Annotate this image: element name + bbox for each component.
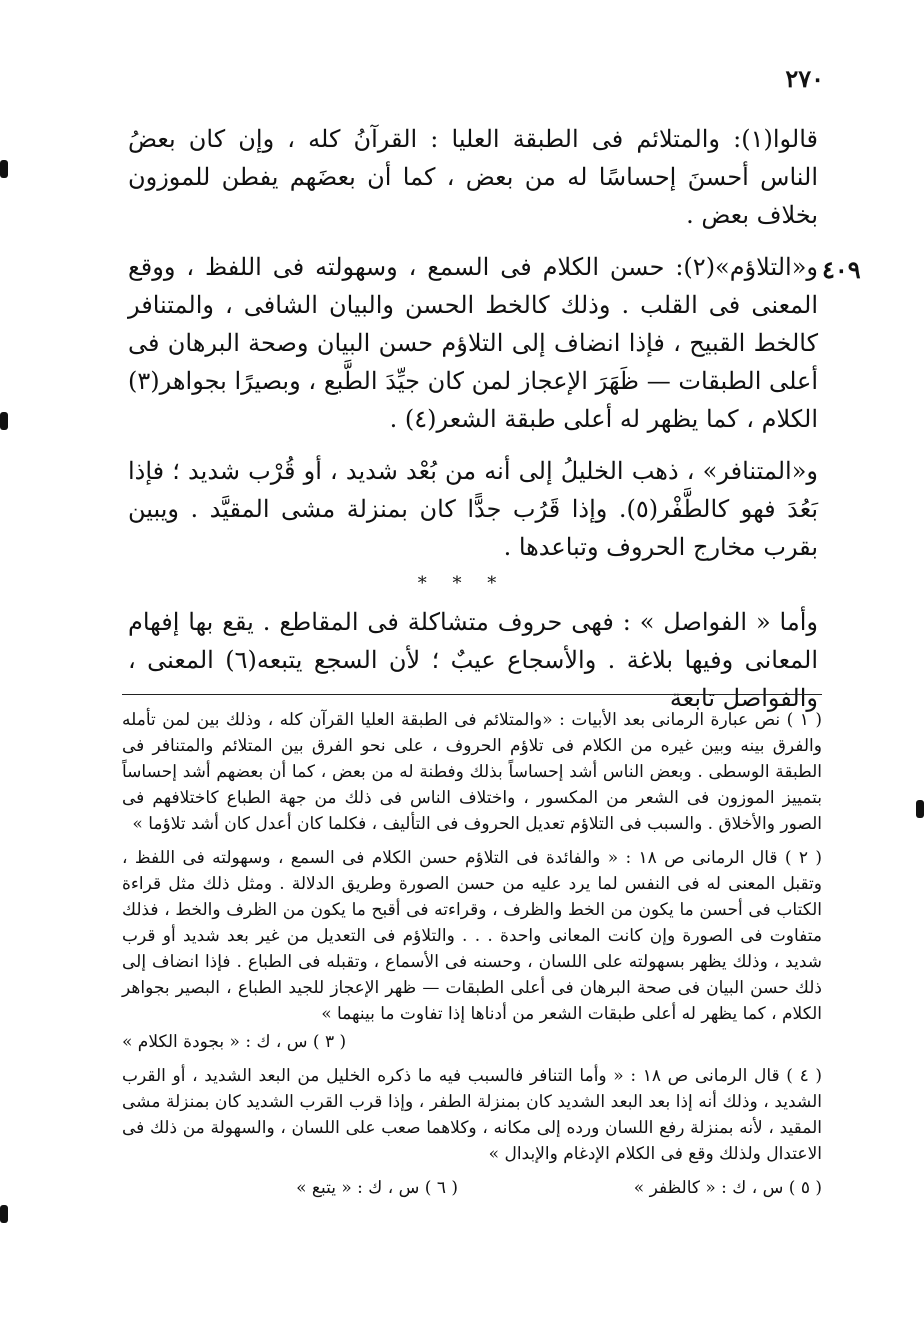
- footnote-4: ( ٤ ) قال الرمانى ص ١٨ : « وأما التنافر فالسبب فيه ما ذكره الخليل من البعد الشديد ، أو القرب الشديد ، وذلك أنه إذا بعد البعد الشديد كان بمنزلة الطفر ، وإذا قرب القرب الشديد كان بمنزلة مشى المقيد ، لأنه بمنزلة رفع اللسان ورده إلى مكانه ، وكلاهما صعب على اللسان ، والسهولة من ذلك فى الاعتدال ولذلك وقع فى الكلام الإدغام والإبدال »: [122, 1066, 822, 1164]
- footnotes: [122, 707, 822, 1201]
- footnote-row-5-6: [122, 1175, 822, 1201]
- scan-edge-mark: [0, 412, 8, 430]
- scan-edge-mark: [0, 1205, 8, 1223]
- footnote-6: ( ٦ ) س ، ك : « يتبع »: [296, 1178, 458, 1198]
- footnote-divider: [122, 694, 822, 695]
- paragraph-3: و«المتنافر» ، ذهب الخليلُ إلى أنه من بُعْد شديد ، أو قُرْب شديد ؛ فإذا بَعُدَ فهو كالطَّفْر(٥). وإذا قَرُب جدًّا كان بمنزلة مشى المقيَّد . ويبين بقرب مخارج الحروف وتباعدها .: [128, 457, 819, 561]
- margin-reference-number: ٤٠٩: [822, 255, 861, 284]
- page-number: ٢٧٠: [785, 64, 824, 93]
- paragraph-4: وأما « الفواصل » : فهى حروف متشاكلة فى المقاطع . يقع بها إفهام المعانى وفيها بلاغة . والأسجاع عيبٌ ؛ لأن السجع يتبعه(٦) المعنى ، والفواصل تابعة: [128, 608, 819, 712]
- section-separator: * * *: [417, 573, 507, 594]
- footnote-1: ( ١ ) نص عبارة الرمانى بعد الأبيات : «والمتلائم فى الطبقة العليا القرآن كله ، وذلك بين لمن تأمله والفرق بينه وبين غيره من الكلام فى تلاؤم الحروف ، على نحو الفرق بين المتلائم والمتنافر فى الطبقة الوسطى . وبعض الناس أشد إحساساً بذلك وفطنة له من بعض ، كما أن بعضهم أشد إحساساً بتمييز الموزون فى الشعر من المكسور ، واختلاف الناس فى ذلك من جهة الطباع كاختلافهم فى الصور والأخلاق . والسبب فى التلاؤم تعديل الحروف فى التأليف ، فكلما كان أعدل كان أشد تلاؤما »: [122, 710, 822, 834]
- footnote-5: ( ٥ ) س ، ك : « كالظفر »: [633, 1178, 822, 1198]
- paragraph-2: و«التلاؤم»(٢): حسن الكلام فى السمع ، وسهولته فى اللفظ ، ووقع المعنى فى القلب . وذلك كالخط الحسن والبيان الشافى ، والمتنافر كالخط القبيح ، فإذا انضاف إلى التلاؤم حسن البيان وصحة البرهان فى أعلى الطبقات — ظَهَرَ الإعجاز لمن كان جيِّدَ الطَّبع ، وبصيرًا بجواهر(٣) الكلام ، كما يظهر له أعلى طبقة الشعر(٤) .: [128, 253, 818, 433]
- scan-edge-mark: [0, 160, 8, 178]
- scan-edge-mark: [916, 800, 924, 818]
- footnote-3: ( ٣ ) س ، ك : « بجودة الكلام »: [122, 1032, 347, 1052]
- main-text: [128, 120, 818, 580]
- paragraph-1: قالوا(١): والمتلائم فى الطبقة العليا : القرآنُ كله ، وإن كان بعضُ الناس أحسنَ إحساسًا له من بعض ، كما أن بعضَهم يفطن للموزون بخلاف بعض .: [128, 125, 818, 229]
- footnote-2: ( ٢ ) قال الرمانى ص ١٨ : « والفائدة فى التلاؤم حسن الكلام فى السمع ، وسهولته فى اللفظ ، وتقبل المعنى له فى النفس لما يرد عليه من حسن الصورة وطريق الدلالة . ومثل ذلك مثل قراءة الكتاب فى أحسن ما يكون من الخط والظرف ، وقراءته فى أقبح ما يكون من الظرف والخط ، فذلك متفاوت فى الصورة وإن كانت المعانى واحدة . . . والتلاؤم فى التعديل من غير بعد شديد أو قرب شديد ، وذلك يظهر بسهولته على اللسان ، وحسنه فى الأسماع ، وتقبله فى الطباع . فإذا انضاف إلى ذلك حسن البيان فى صحة البرهان فى أعلى الطبقات — ظهر الإعجاز للجيد الطباع ، البصير بجواهر الكلام ، كما يظهر له أعلى طبقات الشعر من أدناها إذا تفاوت ما بينهما »: [122, 848, 822, 1024]
